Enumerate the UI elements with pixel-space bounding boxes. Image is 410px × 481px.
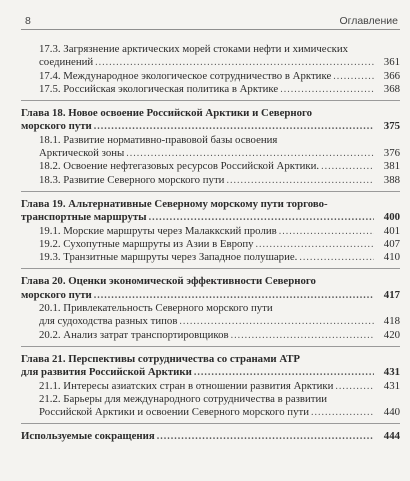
toc-entry-21-2: 21.2. Барьеры для международного сотрудничества в развитии Российской Арктики и освоении Северного морского пути ..... 440 — [21, 393, 400, 420]
page-ref: 400 — [383, 211, 400, 224]
page-ref: 375 — [383, 120, 400, 133]
page-ref: 420 — [383, 328, 400, 341]
divider — [21, 268, 400, 269]
toc-chapter-21: Глава 21. Перспективы сотрудничества со странами АТР для развития Российской Арктики ..... 431 — [21, 353, 400, 380]
toc-abbreviations: Используемые сокращения ..... 444 — [21, 430, 400, 443]
toc-entry-18-1: 18.1. Развитие нормативно-правовой базы освоения Арктической зоны ..... 376 — [21, 134, 400, 161]
toc-chapter-20: Глава 20. Оценки экономической эффективности Северного морского пути ..... 417 — [21, 275, 400, 302]
page-ref: 417 — [383, 288, 400, 301]
page-ref: 388 — [383, 173, 400, 186]
divider — [21, 346, 400, 347]
page-ref: 431 — [383, 366, 400, 379]
page-ref: 431 — [383, 379, 400, 392]
toc-entry-18-2: 18.2. Освоение нефтегазовых ресурсов Российской Арктики. ..... 381 — [21, 160, 400, 173]
page-ref: 440 — [383, 406, 400, 419]
page-ref: 418 — [383, 315, 400, 328]
toc-entry-20-1: 20.1. Привлекательность Северного морского пути для судоходства разных типов ..... 418 — [21, 302, 400, 329]
page-ref: 376 — [383, 147, 400, 160]
toc-entry-17-3: 17.3. Загрязнение арктических морей стоками нефти и химических соединений ..... 361 — [21, 43, 400, 70]
page-ref: 366 — [383, 69, 400, 82]
toc-entry-19-3: 19.3. Транзитные маршруты через Западное полушарие. ..... 410 — [21, 251, 400, 264]
page-ref: 444 — [383, 430, 400, 443]
toc-entry-19-2: 19.2. Сухопутные маршруты из Азии в Европу ..... 407 — [21, 238, 400, 251]
divider — [21, 423, 400, 424]
divider — [21, 191, 400, 192]
page-ref: 407 — [383, 237, 400, 250]
page-number: 8 — [25, 15, 31, 27]
page-ref: 361 — [383, 56, 400, 69]
toc-entry-20-2: 20.2. Анализ затрат транспортировщиков ..... 420 — [21, 329, 400, 342]
page-ref: 410 — [383, 251, 400, 264]
page-ref: 368 — [383, 82, 400, 95]
page-ref: 381 — [383, 160, 400, 173]
toc-chapter-19: Глава 19. Альтернативные Северному морскому пути торгово- транспортные маршруты ..... 400 — [21, 198, 400, 225]
toc-entry-21-1: 21.1. Интересы азиатских стран в отношении развития Арктики ..... 431 — [21, 380, 400, 393]
toc-entry-19-1: 19.1. Морские маршруты через Малаккский пролив ..... 401 — [21, 225, 400, 238]
toc-entry-17-5: 17.5. Российская экологическая политика в Арктике ..... 368 — [21, 83, 400, 96]
toc-entry-18-3: 18.3. Развитие Северного морского пути ..... 388 — [21, 174, 400, 187]
table-of-contents — [21, 43, 400, 444]
page-ref: 401 — [383, 224, 400, 237]
running-title: Оглавление — [339, 15, 398, 27]
toc-entry-17-4: 17.4. Международное экологическое сотрудничество в Арктике ..... 366 — [21, 70, 400, 83]
toc-chapter-18: Глава 18. Новое освоение Российской Арктики и Северного морского пути ..... 375 — [21, 107, 400, 134]
divider — [21, 100, 400, 101]
page-header — [21, 9, 400, 30]
